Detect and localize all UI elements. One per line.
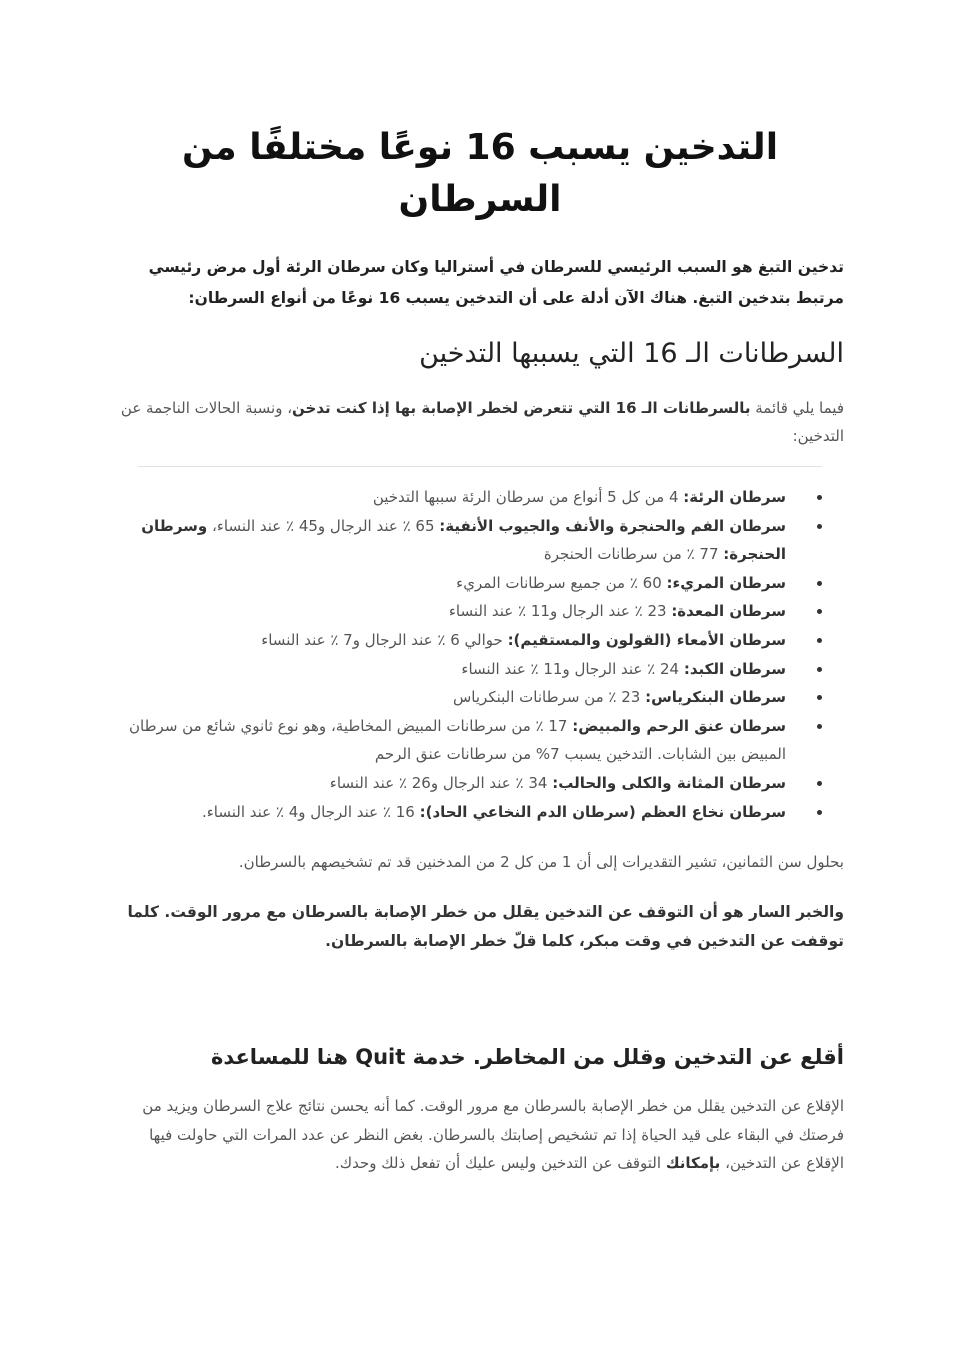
quit-paragraph <box>116 1092 844 1178</box>
cancer-detail: 34 ٪ عند الرجال و26 ٪ عند النساء <box>329 773 553 792</box>
list-item <box>116 512 786 569</box>
intro-paragraph <box>116 394 844 450</box>
list-item <box>116 626 786 655</box>
cancer-detail: 23 ٪ عند الرجال و11 ٪ عند النساء <box>448 602 672 621</box>
cancer-name: سرطان الكبد: <box>683 659 786 678</box>
intro-suffix: ، ونسبة الحالات الناجمة عن التدخين: <box>120 399 844 445</box>
cancer-detail: 17 ٪ من سرطانات المبيض المخاطية، وهو نوع ثانوي شائع من سرطان المبيض بين الشابات. التدخين يسبب 7% من سرطانات عنق الرحم <box>129 716 786 764</box>
intro-prefix: فيما يلي قائمة <box>750 399 844 417</box>
cancer-name: سرطان المريء: <box>666 573 786 592</box>
cancer-detail: حوالي 6 ٪ عند الرجال و7 ٪ عند النساء <box>261 630 508 649</box>
list-item <box>116 798 786 827</box>
section-heading: السرطانات الـ 16 التي يسببها التدخين <box>419 338 844 369</box>
cancer-detail: 23 ٪ من سرطانات البنكرياس <box>453 688 646 707</box>
cancer-name: سرطان عنق الرحم والمبيض: <box>572 716 786 735</box>
list-item <box>116 712 786 769</box>
lead-paragraph: تدخين التبغ هو السبب الرئيسي للسرطان في أستراليا وكان سرطان الرئة أول مرض رئيسي مرتبط بتدخين التبغ. هناك الآن أدلة على أن التدخين يسبب 16 نوعًا من أنواع السرطان: <box>148 258 844 307</box>
cancer-name: سرطان الأمعاء (القولون والمستقيم): <box>507 630 786 649</box>
cancer-name: سرطان البنكرياس: <box>645 688 786 707</box>
divider <box>138 466 822 467</box>
quit-prefix: الإقلاع عن التدخين يقلل من خطر الإصابة بالسرطان مع مرور الوقت. كما أنه يحسن نتائج علاج السرطان ويزيد من فرصتك في البقاء على قيد الحياة إذا تم تشخيص إصابتك بالسرطان. بغض النظر عن عدد المرات التي حاولت فيها الإقلاع عن التدخين، <box>142 1097 844 1173</box>
good-news-paragraph: والخبر السار هو أن التوقف عن التدخين يقلل من خطر الإصابة بالسرطان مع مرور الوقت. كلما توقفت عن التدخين في وقت مبكر، كلما قلّ خطر الإصابة بالسرطان. <box>127 903 844 951</box>
page-title: التدخين يسبب 16 نوعًا مختلفًا من السرطان <box>181 127 779 220</box>
list-item <box>116 683 786 712</box>
cancer-detail: 60 ٪ من جميع سرطانات المريء <box>456 573 667 592</box>
cancer-name: وسرطان الحنجرة: <box>141 516 786 564</box>
list-item <box>116 569 786 598</box>
cancer-name: سرطان المعدة: <box>671 602 786 621</box>
quit-bold: بإمكانك <box>665 1154 721 1173</box>
cancer-detail: 65 ٪ عند الرجال و45 ٪ عند النساء، <box>207 516 440 535</box>
list-item <box>116 483 786 512</box>
cancer-list <box>116 483 844 826</box>
intro-bold: بالسرطانات الـ 16 التي تتعرض لخطر الإصابة بها إذا كنت تدخن <box>292 399 751 417</box>
list-item <box>116 655 786 684</box>
cancer-name: سرطان الرئة: <box>683 488 786 506</box>
list-item <box>116 769 786 798</box>
quit-heading: أقلع عن التدخين وقلل من المخاطر. خدمة Quit هنا للمساعدة <box>210 1045 844 1070</box>
cancer-detail: 16 ٪ عند الرجال و4 ٪ عند النساء. <box>201 802 420 821</box>
quit-suffix: التوقف عن التدخين وليس عليك أن تفعل ذلك وحدك. <box>334 1154 666 1173</box>
cancer-name: سرطان الفم والحنجرة والأنف والجيوب الأنفية: <box>439 516 786 535</box>
estimate-paragraph: بحلول سن الثمانين، تشير التقديرات إلى أن 1 من كل 2 من المدخنين قد تم تشخيصهم بالسرطان. <box>238 853 844 872</box>
cancer-name: سرطان المثانة والكلى والحالب: <box>552 773 786 792</box>
list-item <box>116 597 786 626</box>
cancer-detail: 4 من كل 5 أنواع من سرطان الرئة سببها التدخين <box>372 488 684 506</box>
cancer-detail: 77 ٪ من سرطانات الحنجرة <box>543 545 724 564</box>
cancer-detail: 24 ٪ عند الرجال و11 ٪ عند النساء <box>461 659 684 678</box>
cancer-name: سرطان نخاع العظم (سرطان الدم النخاعي الحاد): <box>419 802 786 821</box>
